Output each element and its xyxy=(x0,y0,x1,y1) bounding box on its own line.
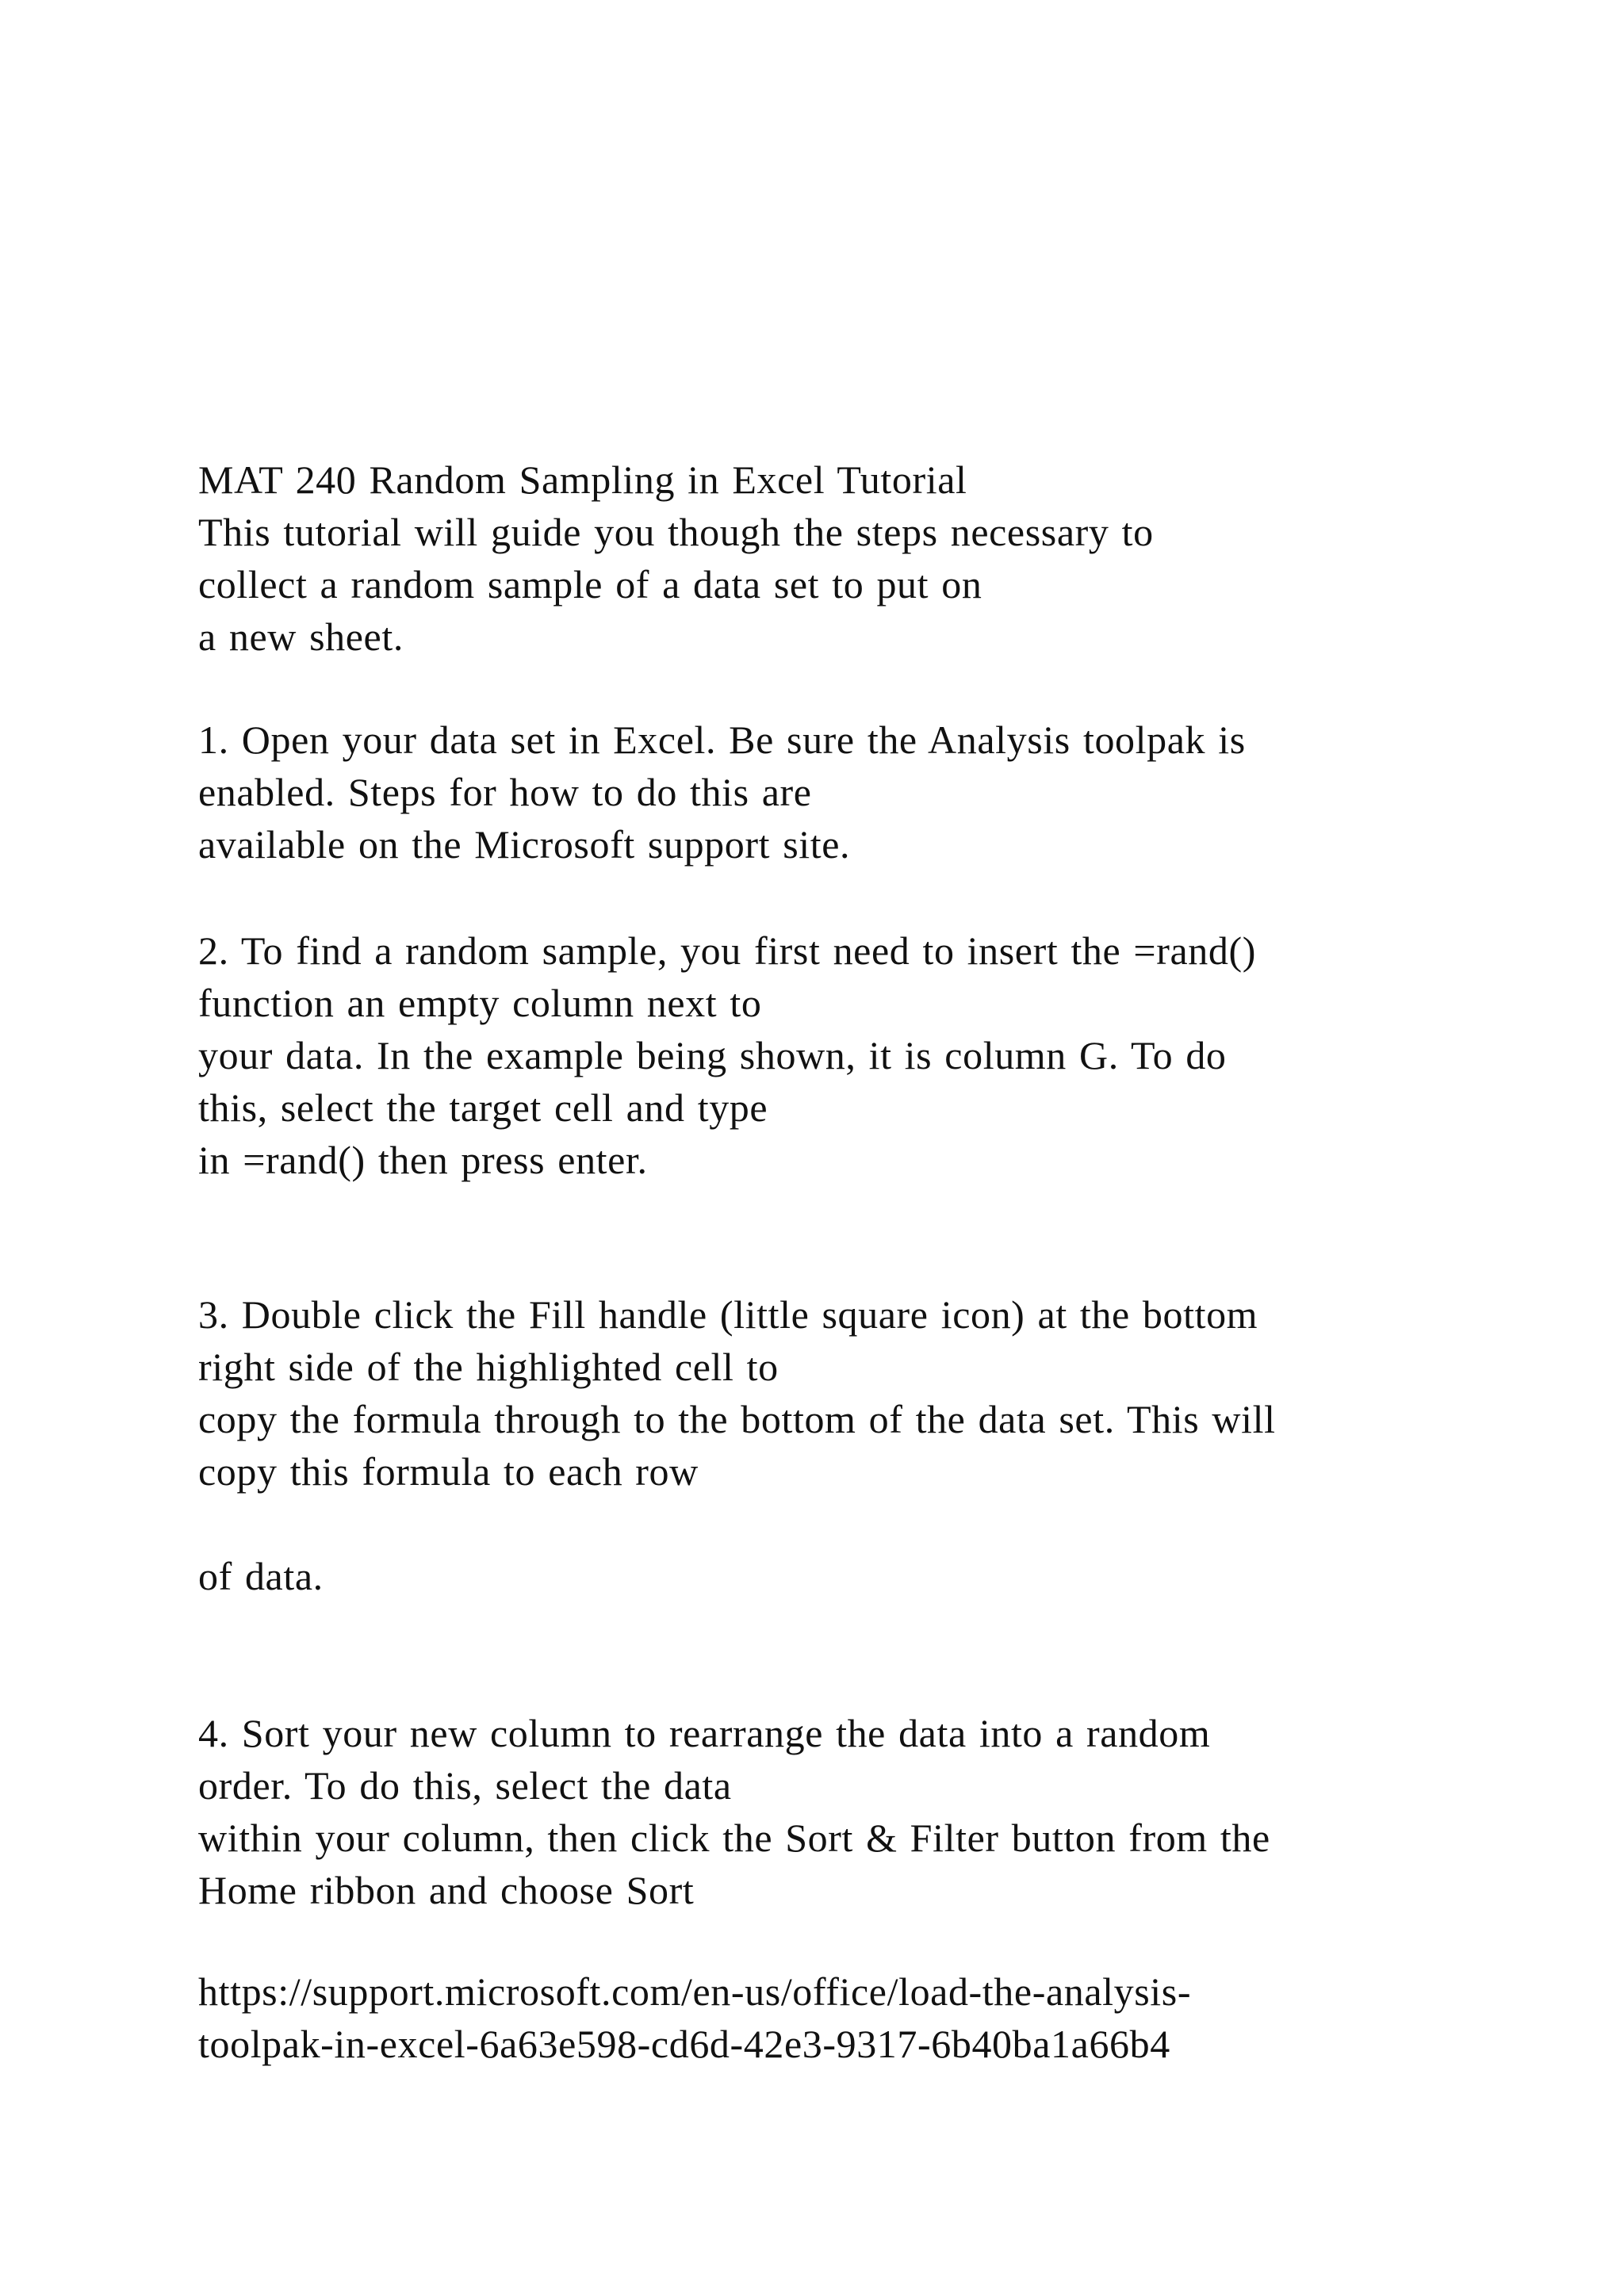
step-3-line-2: right side of the highlighted cell to xyxy=(198,1345,779,1389)
step-2-line-2: function an empty column next to xyxy=(198,981,762,1025)
paragraph-gap xyxy=(198,871,1546,924)
step-1-line-3: available on the Microsoft support site. xyxy=(198,822,851,867)
intro-line-2: collect a random sample of a data set to put on xyxy=(198,562,982,607)
step-2-line-5: in =rand() then press enter. xyxy=(198,1138,648,1182)
document-body xyxy=(198,453,1546,2070)
url-line-2: toolpak-in-excel-6a63e598-cd6d-42e3-9317-6b40ba1a66b4 xyxy=(198,2022,1170,2066)
step-4-line-1: 4. Sort your new column to rearrange the data into a random xyxy=(198,1711,1211,1755)
step-4-line-2: order. To do this, select the data xyxy=(198,1763,732,1808)
paragraph-gap xyxy=(198,1186,1546,1288)
paragraph-gap xyxy=(198,1602,1546,1707)
intro-line-3: a new sheet. xyxy=(198,614,404,659)
step-3-line-5: of data. xyxy=(198,1554,324,1598)
step-4-line-3: within your column, then click the Sort & Filter button from the xyxy=(198,1816,1270,1860)
step-3-line-1: 3. Double click the Fill handle (little square icon) at the bottom xyxy=(198,1292,1258,1337)
step-3-line-3: copy the formula through to the bottom of the data set. This will xyxy=(198,1397,1276,1441)
step-1-line-1: 1. Open your data set in Excel. Be sure the Analysis toolpak is xyxy=(198,718,1246,762)
step-4-line-4: Home ribbon and choose Sort xyxy=(198,1868,695,1912)
step-2-line-3: your data. In the example being shown, it is column G. To do xyxy=(198,1033,1227,1077)
url-line-1: https://support.microsoft.com/en-us/office/load-the-analysis- xyxy=(198,1969,1192,2014)
step-1-line-2: enabled. Steps for how to do this are xyxy=(198,770,812,814)
paragraph-gap xyxy=(198,1498,1546,1550)
intro-line-1: This tutorial will guide you though the steps necessary to xyxy=(198,510,1154,554)
step-2-line-4: this, select the target cell and type xyxy=(198,1085,768,1130)
step-3-line-4: copy this formula to each row xyxy=(198,1449,699,1494)
paragraph-gap xyxy=(198,663,1546,714)
document-title: MAT 240 Random Sampling in Excel Tutorial xyxy=(198,457,967,502)
paragraph-gap xyxy=(198,1916,1546,1965)
step-2-line-1: 2. To find a random sample, you first need to insert the =rand() xyxy=(198,928,1256,973)
